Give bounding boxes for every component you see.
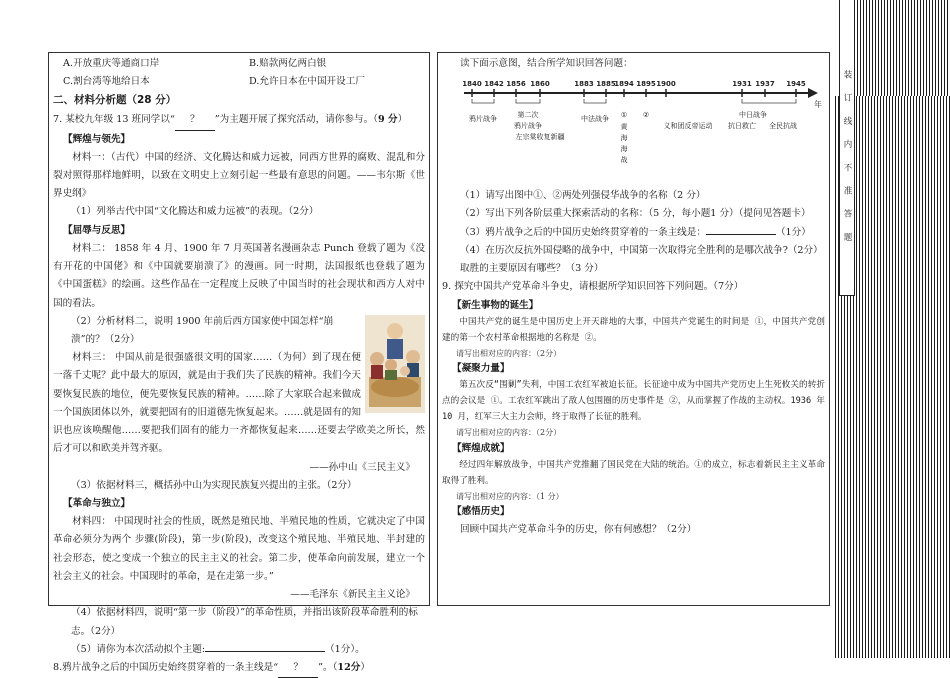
option-d: D.允许日本在中国开设工厂 (249, 76, 365, 88)
timeline-span (472, 99, 494, 103)
timeline-year: 1937 (755, 80, 775, 89)
heading-reflection: 【感悟历史】 (452, 506, 510, 518)
timeline-year: 1900 (656, 80, 676, 89)
question-7-3: （3）依据材料三，概括孙中山为实现民族复兴提出的主张。（2分） (71, 479, 357, 491)
timeline-event: ① (620, 111, 628, 120)
material-4: 材料四： 中国现时社会的性质，既然是殖民地、半殖民地的性质，它就决定了中国革命必须分为两个 步骤(阶段)，第一步(阶段)，改变这个殖民地、半殖民地、半封建的社会形态，使之变成一个独立的民主主义的社会。第二步，使革命向前发展，建立一个社会主义的社会。中国现时的革命，是在走第一步。” (53, 516, 425, 582)
timeline-span (516, 99, 540, 103)
text-achievement: 经过四年解放战争，中国共产党推翻了国民党在大陆的统治。①的成立，标志着新民主主义革命取得了胜利。 (442, 459, 825, 486)
timeline-span (742, 99, 796, 103)
left-column (48, 52, 430, 673)
question-8-2: （2）写出下列各阶层重大探索活动的名称：（5 分，每小题1 分）（提问见答题卡） (460, 208, 811, 220)
timeline-event: 中法战争 (581, 115, 609, 124)
timeline-event: 全民抗战 (769, 122, 797, 131)
q8-blank: ？ (278, 659, 318, 678)
timeline-event-vertical: 战 (620, 156, 628, 165)
material-3: 材料三： 中国从前是很强盛很文明的国家……（为何）到了现在便一落千丈呢？此中最大的原因，就是由于我们失了民族的精神。我们今天要恢复民族的地位，便先要恢复民族的精神。……除了大家联合起来做成一个国族团体以外，就要把固有的旧道德先恢复起来。……就是固有的知识也应该唤醒他……要把我们固有的能力一齐都恢复起来……还要去学欧美之所长，然后才可以和欧美并驾齐驱。 (53, 352, 425, 455)
material-3-source: ——孙中山《三民主义》 (309, 461, 415, 473)
timeline-span (584, 99, 606, 103)
question-7-2: （2）分析材料二，说明 1900 年前后西方国家使中国怎样“崩溃”的？（2分） (71, 315, 334, 345)
q7-blank: ？ (175, 111, 215, 130)
material-1: 材料一：（古代）中国的经济、文化腾达和威力远被，同西方世界的腐败、混乱和分裂对照得那样地鲜明，以致在文明史上立刻引起一些最有意思的问题。——韦尔斯《世界史纲》 (53, 151, 425, 200)
question-7-1: （1）列举古代中国“文化腾达和威力远被”的表现。（2分） (71, 206, 319, 218)
q7-5-blank[interactable] (205, 651, 325, 652)
heading-achievement: 【辉煌成就】 (452, 442, 510, 454)
question-9-end: 回顾中国共产党革命斗争的历史，你有何感想？（2分） (460, 524, 697, 536)
timeline-event: 义和团反帝运动 (663, 122, 713, 131)
timeline-year: 1894 (614, 80, 634, 89)
timeline-event-vertical: 海 (620, 134, 628, 143)
binding-line-text: 装 订 线 内 不 准 答 题 (842, 70, 852, 247)
timeline-event: 鸦片战争 (469, 115, 497, 124)
section-title: 二、材料分析题（28 分） (53, 94, 177, 107)
material-4-source: ——毛泽东《新民主主义论》 (290, 589, 415, 601)
timeline-arrow (808, 88, 818, 98)
timeline-event: 左宗棠收复新疆 (515, 133, 565, 142)
question-7: 7. 某校九年级 13 班同学以“ ？ ”为主题开展了探究活动，请你参与。（9 分） (53, 111, 425, 130)
question-8: 8.鸦片战争之后的中国历史始终贯穿着的一条主线是“ ？ ”。（12分） (53, 659, 425, 678)
timeline-event: 鸦片战争 (514, 122, 542, 131)
text-birth: 中国共产党的诞生是中国历史上开天辟地的大事，中国共产党诞生的时间是 ①，中国共产党创建的第一个农村革命根据地的名称是 ②。 (442, 316, 825, 343)
timeline-event-vertical: 海 (620, 145, 628, 154)
question-9: 9. 探究中国共产党革命斗争史，请根据所学知识回答下列问题。（7分） (442, 281, 744, 293)
cartoon-image (365, 315, 425, 413)
question-8-4: （4）在历次反抗外国侵略的战争中，中国第一次取得完全胜利的是哪次战争?（2分）取胜的主要原因有哪些？（3 分） (460, 244, 823, 275)
option-c: C.割台湾等地给日本 (63, 76, 150, 88)
material-2: 材料二： 1858 年 4 月、1900 年 7 月英国著名漫画杂志 Punch 登载了题为《没有开花的中国佬》和《中国就要崩溃了》的漫画。同一时期，法国报纸也登载了题为《中国蛋糕》的绘画。这些作品在一定程度上反映了中国当时的社会现状和西方人对中国的看法。 (53, 242, 425, 309)
timeline-event: 中日战争 (739, 111, 767, 120)
option-row-2 (53, 73, 425, 91)
timeline-svg (442, 75, 825, 187)
right-column (437, 52, 830, 606)
timeline-diagram (442, 75, 825, 187)
heading-glory: 【辉煌与领先】 (63, 133, 131, 145)
q8-3-blank[interactable] (706, 234, 776, 235)
timeline-intro: 读下面示意图，结合所学知识回答问题： (460, 58, 633, 69)
option-b: B.赔款两亿两白银 (249, 58, 327, 69)
note-strength: 请写出相对应的内容：（2分） (456, 428, 562, 438)
timeline-year: 1860 (530, 80, 550, 89)
note-birth: 请写出相对应的内容：（2分） (456, 348, 562, 358)
binding-sidebar (835, 0, 950, 658)
question-7-4: （4）依据材料四，说明“第一步（阶段）”的革命性质，并指出该阶段革命胜利的标志。（2分） (71, 607, 418, 637)
binding-line-box (839, 0, 855, 296)
heading-revolution: 【革命与独立】 (63, 497, 131, 509)
question-8-1: （1）请写出图中①、②两处列强侵华战争的名称（2 分） (460, 190, 706, 202)
text-strength: 第五次反“围剿”失利，中国工农红军被迫长征。长征途中成为中国共产党历史上生死攸关的转折点的会议是 ①。工农红军跳出了敌人包围圈的历史事件是 ②，从而掌握了作战的主动权。1936 年 10 月，红军三大主力会师，终于取得了长征的胜利。 (442, 380, 825, 423)
heading-humiliation: 【屈辱与反思】 (63, 224, 131, 236)
timeline-year: 1885 (596, 80, 616, 89)
timeline-year: 1931 (732, 80, 752, 89)
heading-strength: 【凝聚力量】 (452, 363, 510, 375)
timeline-year: 1856 (506, 80, 526, 89)
timeline-event: ② (642, 111, 650, 120)
timeline-year: 1842 (484, 80, 504, 89)
question-7-5: （5）请你为本次活动拟个主题: （1分）。 (71, 643, 365, 655)
timeline-event: 第二次 (517, 111, 539, 120)
barcode-top (851, 0, 950, 96)
timeline-event: 抗日救亡 (728, 122, 756, 131)
timeline-year: 1883 (574, 80, 594, 89)
note-achievement: 请写出相对应的内容：（1 分） (456, 491, 564, 501)
timeline-year: 1840 (462, 80, 482, 89)
option-a: A.开放重庆等通商口岸 (63, 58, 160, 69)
heading-birth: 【新生事物的诞生】 (452, 299, 539, 311)
question-8-3: （3）鸦片战争之后的中国历史始终贯穿着的一条主线是： （1分） (460, 226, 811, 238)
timeline-year: 1945 (786, 80, 806, 89)
timeline-unit: 年 (814, 100, 822, 110)
timeline-year: 1895 (636, 80, 656, 89)
timeline-event-vertical: 黄 (620, 123, 628, 132)
option-row-1 (53, 55, 425, 73)
